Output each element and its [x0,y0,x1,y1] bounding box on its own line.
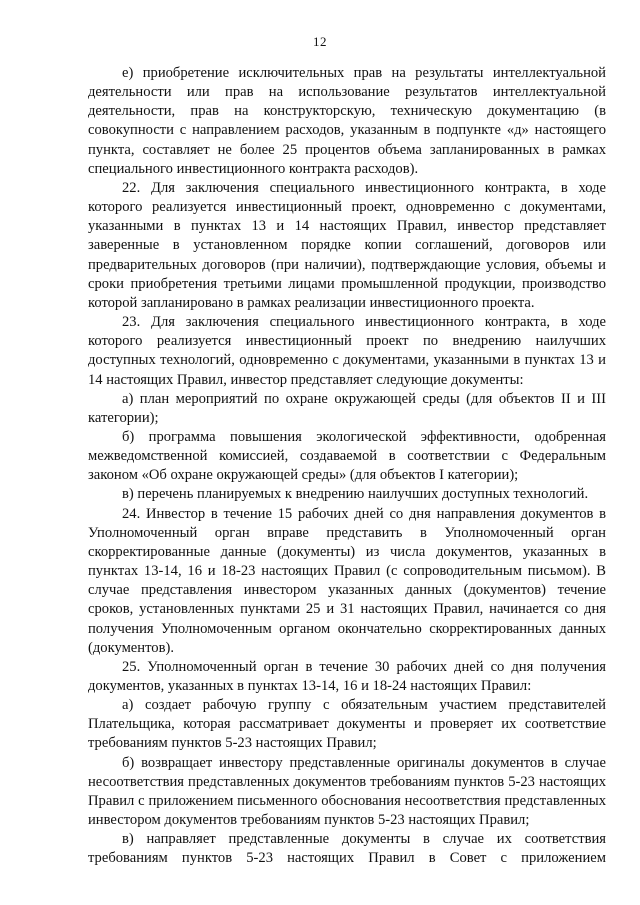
paragraph-24: 24. Инвестор в течение 15 рабочих дней со дня направления документов в Уполномоченный орган вправе представить в Уполномоченный орган скорректированные данные (документы) из числа документов, указанных в пунктах 13-14, 16 и 18-23 настоящих Правил (с сопроводительным письмом). В случае представления инвестором указанных данных (документов) течение сроков, установленных пунктами 25 и 31 настоящих Правил, начинается со дня получения Уполномоченным органом окончательно скорректированных данных (документов). [88,505,606,656]
paragraph-23-item-a: а) план мероприятий по охране окружающей среды (для объектов II и III категории); [88,390,606,426]
paragraph-item-e: е) приобретение исключительных прав на результаты интеллектуальной деятельности или прав на использование результатов интеллектуальной деятельности, прав на конструкторскую, техническую документацию (в совокупности с направлением расходов, указанным в подпункте «д» настоящего пункта, составляет не более 25 процентов объема запланированных в рамках специального инвестиционного контракта расходов). [88,65,606,177]
document-body [88,64,606,869]
paragraph-23-item-v: в) перечень планируемых к внедрению наилучших доступных технологий. [122,486,589,503]
paragraph-23: 23. Для заключения специального инвестиционного контракта, в ходе которого реализуется инвестиционный проект по внедрению наилучших доступных технологий, одновременно с документами, указанными в пунктах 13 и 14 настоящих Правил, инвестор представляет следующие документы: [88,314,606,388]
paragraph-25-item-b: б) возвращает инвестору представленные оригиналы документов в случае несоответствия представленных документов требованиям пунктов 5-23 настоящих Правил с приложением письменного обоснования несоответствия представленных инвестором документов требованиям пунктов 5-23 настоящих Правил; [88,754,606,829]
paragraph-22: 22. Для заключения специального инвестиционного контракта, в ходе которого реализуется инвестиционный проект, одновременно с документами, указанными в пунктах 13 и 14 настоящих Правил, инвестор представляет заверенные в установленном порядке копии соглашений, договоров или предварительных договоров (при наличии), подтверждающие условия, объемы и сроки приобретения третьими лицами промышленной продукции, производство которой запланировано в рамках реализации инвестиционного проекта. [88,179,606,311]
paragraph-25-item-a: а) создает рабочую группу с обязательным участием представителей Плательщика, которая рассматривает документы и проверяет их соответствие требованиям пунктов 5-23 настоящих Правил; [88,697,606,752]
paragraph-25-item-v: в) направляет представленные документы в случае их соответствия требованиям пунктов 5-23 настоящих Правил в Совет с приложением [88,831,606,867]
page-number: 12 [313,34,327,49]
paragraph-25: 25. Уполномоченный орган в течение 30 рабочих дней со дня получения документов, указанных в пунктах 13-14, 16 и 18-24 настоящих Правил: [88,658,606,694]
paragraph-23-item-b: б) программа повышения экологической эффективности, одобренная межведомственной комиссией, создаваемой в соответствии с Федеральным законом «Об охране окружающей среды» (для объектов I категории); [88,428,606,484]
